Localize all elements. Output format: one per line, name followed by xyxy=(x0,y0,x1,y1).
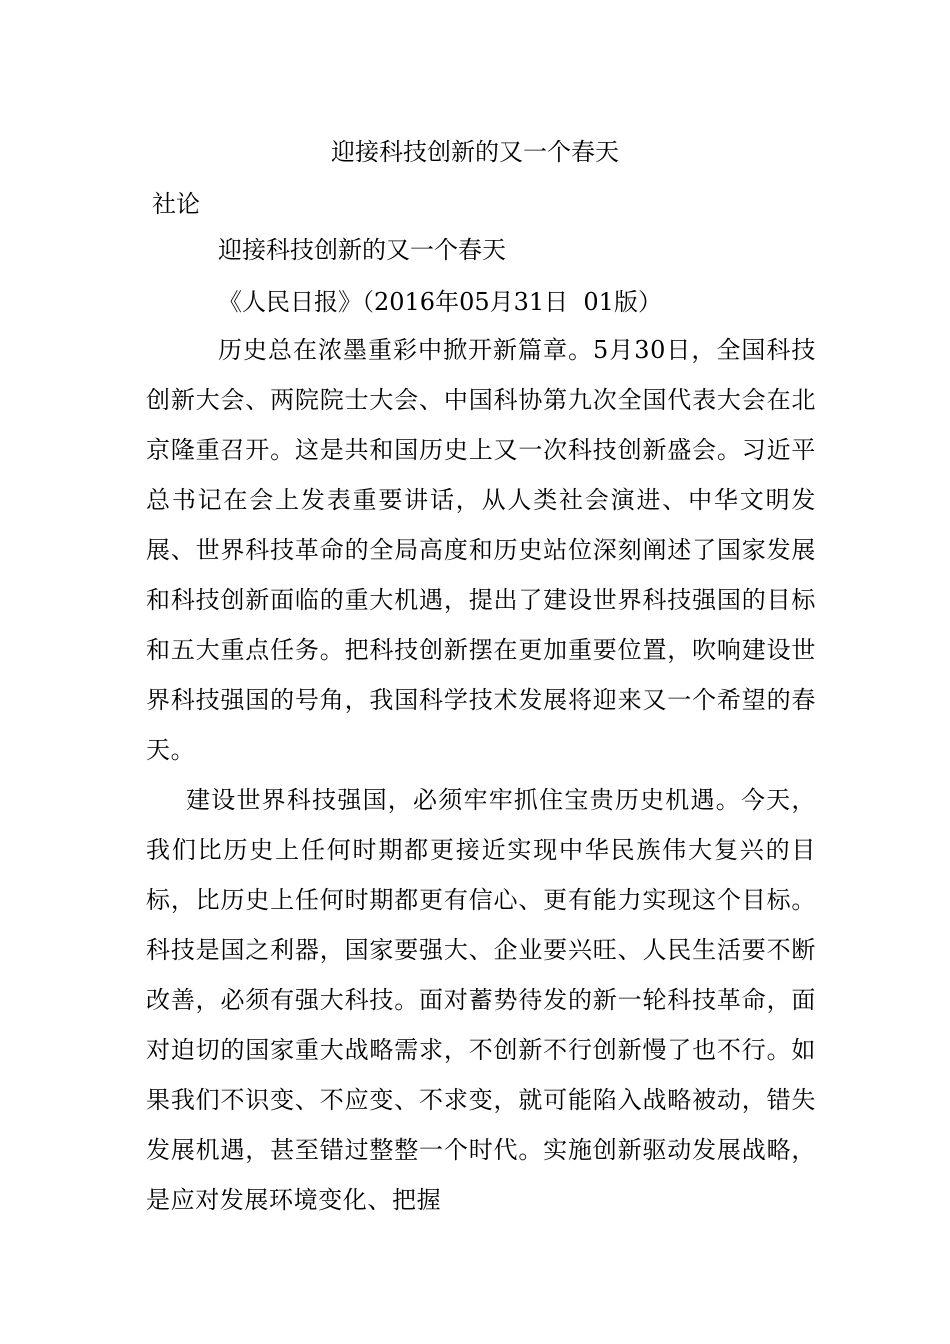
document-title: 迎接科技创新的又一个春天 xyxy=(331,138,619,166)
paragraph-1: 历史总在浓墨重彩中掀开新篇章。5月30日，全国科技创新大会、两院院士大会、中国科协第九次全国代表大会在北京隆重召开。这是共和国历史上又一次科技创新盛会。习近平总书记在会上发表重要讲话，从人类社会演进、中华文明发展、世界科技革命的全局高度和历史站位深刻阐述了国家发展和科技创新面临的重大机遇，提出了建设世界科技强国的目标和五大重点任务。把科技创新摆在更加重要位置，吹响建设世界科技强国的号角，我国科学技术发展将迎来又一个希望的春天。 xyxy=(146,336,816,764)
source-line: 《人民日报》（2016年05月31日 01版） xyxy=(218,288,662,316)
article-subtitle: 迎接科技创新的又一个春天 xyxy=(218,236,506,264)
paragraph-2: 建设世界科技强国，必须牢牢抓住宝贵历史机遇。今天，我们比历史上任何时期都更接近实现中华民族伟大复兴的目标，比历史上任何时期都更有信心、更有能力实现这个目标。科技是国之利器，国家要强大、企业要兴旺、人民生活要不断改善，必须有强大科技。面对蓄势待发的新一轮科技革命，面对迫切的国家重大战略需求，不创新不行创新慢了也不行。如果我们不识变、不应变、不求变，就可能陷入战略被动，错失发展机遇，甚至错过整整一个时代。实施创新驱动发展战略，是应对发展环境变化、把握 xyxy=(146,786,816,1214)
section-label: 社论 xyxy=(152,190,200,218)
